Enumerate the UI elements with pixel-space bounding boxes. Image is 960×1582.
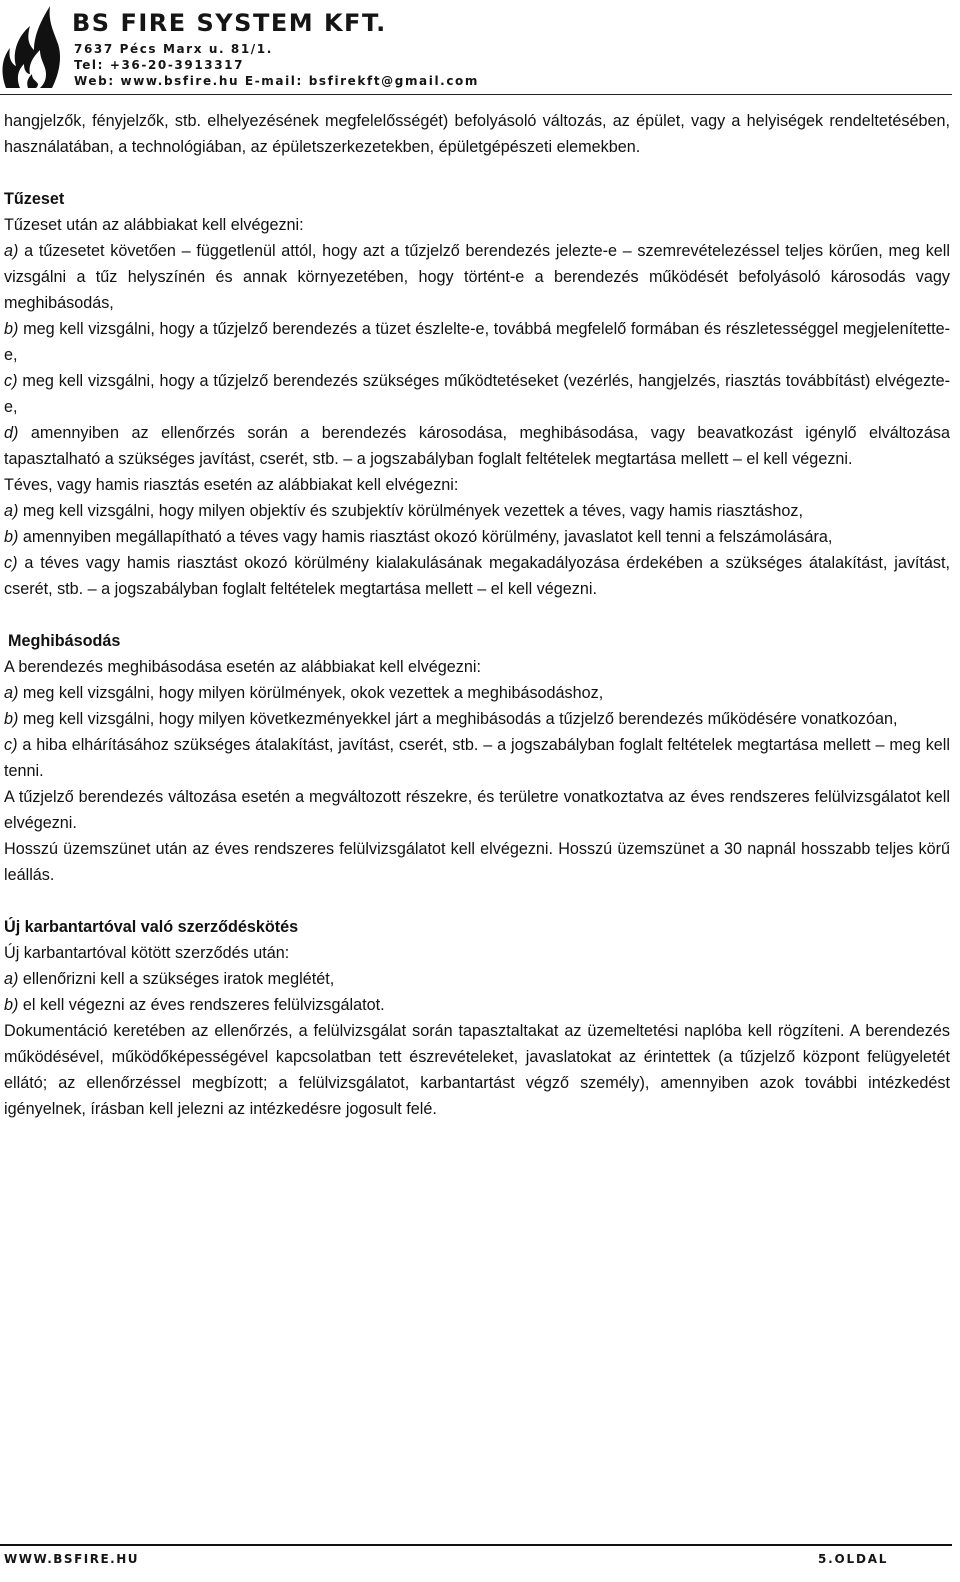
list-label: b) <box>4 710 19 728</box>
list-text: ellenőrizni kell a szükséges iratok meglétét, <box>18 970 335 988</box>
list-item <box>4 420 950 472</box>
list-label: b) <box>4 320 19 338</box>
spacer <box>4 602 950 628</box>
list-text: a tűzesetet követően – függetlenül attól, hogy azt a tűzjelző berendezés jelezte-e – szemrevételezéssel teljes körűen, meg kell vizsgálni a tűz helyszínén és annak környezetében, hogy történt-e a berendezés működését befolyásoló károsodás vagy meghibásodás, <box>4 242 950 312</box>
list-label: a) <box>4 970 19 988</box>
spacer <box>4 160 950 186</box>
company-address: 7637 Pécs Marx u. 81/1. <box>74 42 273 56</box>
list-item <box>4 498 950 524</box>
list-label: a) <box>4 502 19 520</box>
flame-logo-icon <box>0 0 62 90</box>
intro-paragraph: hangjelzők, fényjelzők, stb. elhelyezésének megfelelősségét) befolyásoló változás, az épület, vagy a helyiségek rendeltetésében, használatában, a technológiában, az épületszerkezetekben, épületgépészeti elemekben. <box>4 112 950 156</box>
company-phone: Tel: +36-20-3913317 <box>74 58 245 72</box>
list-text: meg kell vizsgálni, hogy a tűzjelző berendezés szükséges működtetéseket (vezérlés, hangjelzés, riasztás továbbítást) elvégezte-e, <box>4 372 950 416</box>
paragraph: Dokumentáció keretében az ellenőrzés, a felülvizsgálat során tapasztaltakat az üzemeltetési naplóba kell rögzíteni. A berendezés működésével, működőképességével kapcsolatban tett észrevételeket, javaslatokat az érintettek (a tűzjelző központ felügyeletét ellátó; az ellenőrzéssel megbízott; a felülvizsgálatot, karbantartást végző személy), amennyiben azok további intézkedést igényelnek, írásban kell jelezni az intézkedésre jogosult felé. <box>4 1022 950 1118</box>
list-item <box>4 238 950 316</box>
section-intro: A berendezés meghibásodása esetén az alábbiakat kell elvégezni: <box>4 658 481 676</box>
footer-url: WWW.BSFIRE.HU <box>4 1552 140 1566</box>
spacer <box>4 888 950 914</box>
paragraph: Hosszú üzemszünet után az éves rendszeres felülvizsgálatot kell elvégezni. Hosszú üzemszünet a 30 napnál hosszabb teljes körű leállás. <box>4 840 950 884</box>
list-label: a) <box>4 684 19 702</box>
section-heading-tuzeset: Tűzeset <box>4 190 65 208</box>
page-header <box>0 0 952 95</box>
list-text: a hiba elhárításához szükséges átalakítást, javítást, cserét, stb. – a jogszabályban foglalt feltételek megtartása mellett – meg kell tenni. <box>4 736 950 780</box>
list-item <box>4 316 950 368</box>
company-name-rest: SYSTEM KFT. <box>196 9 387 37</box>
company-name-bs: BS <box>72 9 111 37</box>
list-text: meg kell vizsgálni, hogy milyen körülmények, okok vezettek a meghibásodáshoz, <box>18 684 604 702</box>
company-name <box>72 10 387 36</box>
list-item <box>4 966 950 992</box>
paragraph: A tűzjelző berendezés változása esetén a megváltozott részekre, és területre vonatkoztatva az éves rendszeres felülvizsgálatot kell elvégezni. <box>4 788 950 832</box>
list-label: b) <box>4 996 19 1014</box>
list-text: a téves vagy hamis riasztást okozó körülmény kialakulásának megakadályozása érdekében a szükséges átalakítást, javítást, cserét, stb. – a jogszabályban foglalt feltételek megtartása mellett – el kell végezni. <box>4 554 950 598</box>
document-body <box>4 108 950 1122</box>
list-item <box>4 524 950 550</box>
company-web-email: Web: www.bsfire.hu E-mail: bsfirekft@gmail.com <box>74 74 479 88</box>
list-text: meg kell vizsgálni, hogy milyen objektív és szubjektív körülmények vezettek a téves, vagy hamis riasztáshoz, <box>18 502 803 520</box>
list-label: b) <box>4 528 19 546</box>
list-label: d) <box>4 424 19 442</box>
section-heading-uj-karbantarto: Új karbantartóval való szerződéskötés <box>4 918 299 936</box>
list-item <box>4 368 950 420</box>
list-label: c) <box>4 372 18 390</box>
section-heading-meghibasodas: Meghibásodás <box>8 632 121 650</box>
list-text: el kell végezni az éves rendszeres felülvizsgálatot. <box>18 996 385 1014</box>
list-item <box>4 732 950 784</box>
list-text: meg kell vizsgálni, hogy a tűzjelző berendezés a tüzet észlelte-e, továbbá megfelelő formában és részletességgel megjelenítette-e, <box>4 320 950 364</box>
list-label: a) <box>4 242 19 260</box>
list-item <box>4 992 950 1018</box>
company-name-fire: FIRE <box>120 9 187 37</box>
list-item <box>4 550 950 602</box>
page-number: 5.OLDAL <box>818 1552 889 1566</box>
list-item <box>4 680 950 706</box>
section-intro: Új karbantartóval kötött szerződés után: <box>4 944 290 962</box>
section-intro: Téves, vagy hamis riasztás esetén az alábbiakat kell elvégezni: <box>4 476 459 494</box>
list-text: amennyiben megállapítható a téves vagy hamis riasztást okozó körülmény, javaslatot kell tenni a felszámolására, <box>18 528 833 546</box>
list-label: c) <box>4 736 18 754</box>
list-item <box>4 706 950 732</box>
list-text: meg kell vizsgálni, hogy milyen következményekkel járt a meghibásodás a tűzjelző berendezés működésére vonatkozóan, <box>18 710 898 728</box>
list-label: c) <box>4 554 18 572</box>
page-footer <box>0 1544 952 1576</box>
section-intro: Tűzeset után az alábbiakat kell elvégezni: <box>4 216 304 234</box>
list-text: amennyiben az ellenőrzés során a berendezés károsodása, meghibásodása, vagy beavatkozást igénylő elváltozása tapasztalható a szükséges javítást, cserét, stb. – a jogszabályban foglalt feltételek megtartása mellett – el kell végezni. <box>4 424 950 468</box>
